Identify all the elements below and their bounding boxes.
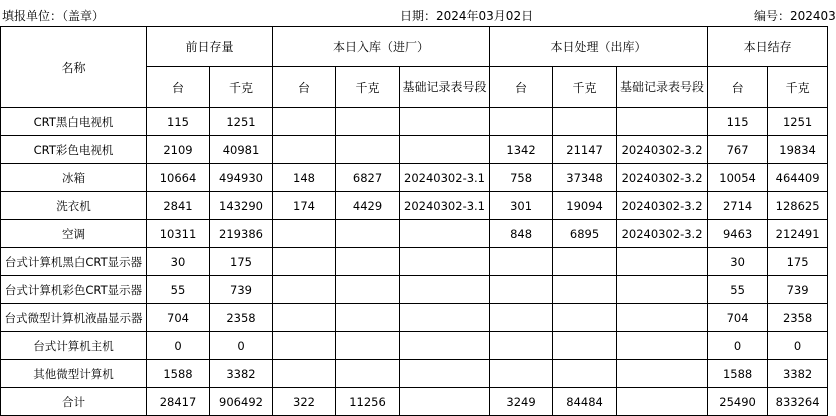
table-cell: 2109 — [147, 136, 210, 164]
table-cell: 20240302-3.2 — [617, 164, 708, 192]
total-row — [1, 388, 828, 416]
table-cell: 175 — [768, 248, 828, 276]
table-cell: 704 — [708, 304, 768, 332]
header-group-prev-stock: 前日存量 — [147, 27, 273, 67]
table-cell — [490, 304, 553, 332]
table-cell — [273, 332, 336, 360]
table-cell: 758 — [490, 164, 553, 192]
table-cell — [490, 276, 553, 304]
table-cell: 6895 — [553, 220, 617, 248]
table-cell: 739 — [768, 276, 828, 304]
table-cell — [336, 136, 400, 164]
table-cell: 494930 — [210, 164, 273, 192]
table-cell — [617, 108, 708, 136]
table-row — [1, 360, 828, 388]
table-cell — [553, 360, 617, 388]
table-cell: 2841 — [147, 192, 210, 220]
table-cell — [336, 360, 400, 388]
row-name-cell: 空调 — [1, 220, 147, 248]
table-cell: 37348 — [553, 164, 617, 192]
table-cell: 9463 — [708, 220, 768, 248]
table-cell — [273, 108, 336, 136]
table-row — [1, 332, 828, 360]
header-unit: 千克 — [210, 67, 273, 108]
table-cell — [400, 360, 490, 388]
header-unit: 台 — [147, 67, 210, 108]
table-cell — [273, 248, 336, 276]
table-cell — [336, 332, 400, 360]
table-cell: 1342 — [490, 136, 553, 164]
table-cell: 704 — [147, 304, 210, 332]
table-cell: 739 — [210, 276, 273, 304]
table-cell: 1251 — [768, 108, 828, 136]
table-cell — [336, 108, 400, 136]
table-cell: 143290 — [210, 192, 273, 220]
header-name: 名称 — [1, 27, 147, 108]
table-cell: 4429 — [336, 192, 400, 220]
table-cell — [553, 248, 617, 276]
table-cell — [490, 332, 553, 360]
table-cell — [273, 220, 336, 248]
table-cell — [553, 304, 617, 332]
header-unit: 台 — [273, 67, 336, 108]
table-cell: 2358 — [768, 304, 828, 332]
table-cell — [617, 360, 708, 388]
row-name-cell: 洗衣机 — [1, 192, 147, 220]
table-row — [1, 304, 828, 332]
row-name-cell: CRT黑白电视机 — [1, 108, 147, 136]
table-cell — [617, 276, 708, 304]
table-cell — [336, 220, 400, 248]
table-cell — [336, 304, 400, 332]
table-cell: 174 — [273, 192, 336, 220]
table-cell: 2358 — [210, 304, 273, 332]
header-group-processed: 本日处理（出库） — [490, 27, 708, 67]
table-cell: 1251 — [210, 108, 273, 136]
number-label: 编号：202403 — [754, 9, 836, 23]
table-cell: 301 — [490, 192, 553, 220]
table-cell: 40981 — [210, 136, 273, 164]
header-unit: 千克 — [768, 67, 828, 108]
header-unit: 千克 — [336, 67, 400, 108]
row-name-cell: 冰箱 — [1, 164, 147, 192]
table-cell — [617, 332, 708, 360]
header-unit: 千克 — [553, 67, 617, 108]
table-cell — [273, 136, 336, 164]
table-cell — [273, 276, 336, 304]
row-name-cell: 合计 — [1, 388, 147, 416]
table-cell: 833264 — [768, 388, 828, 416]
fill-unit-label: 填报单位：（盖章） — [2, 9, 105, 23]
row-name-cell: 台式微型计算机液晶显示器 — [1, 304, 147, 332]
inventory-table — [0, 26, 828, 416]
table-cell — [336, 248, 400, 276]
table-cell: 115 — [708, 108, 768, 136]
table-cell: 25490 — [708, 388, 768, 416]
table-cell — [400, 248, 490, 276]
table-cell: 21147 — [553, 136, 617, 164]
table-cell: 28417 — [147, 388, 210, 416]
table-cell — [490, 248, 553, 276]
table-cell: 0 — [210, 332, 273, 360]
table-cell — [400, 332, 490, 360]
table-cell: 84484 — [553, 388, 617, 416]
table-row — [1, 192, 828, 220]
header-unit: 台 — [708, 67, 768, 108]
table-cell — [400, 108, 490, 136]
table-cell: 11256 — [336, 388, 400, 416]
table-cell: 19094 — [553, 192, 617, 220]
header-group-inbound: 本日入库（进厂） — [273, 27, 490, 67]
table-cell: 148 — [273, 164, 336, 192]
row-name-cell: CRT彩色电视机 — [1, 136, 147, 164]
table-cell: 10664 — [147, 164, 210, 192]
table-row — [1, 136, 828, 164]
table-cell: 10311 — [147, 220, 210, 248]
table-cell: 128625 — [768, 192, 828, 220]
table-row — [1, 108, 828, 136]
table-cell: 55 — [708, 276, 768, 304]
table-cell: 219386 — [210, 220, 273, 248]
sheet-meta-bar — [0, 0, 836, 26]
table-cell — [400, 276, 490, 304]
table-cell: 0 — [768, 332, 828, 360]
table-row — [1, 248, 828, 276]
table-cell: 20240302-3.2 — [617, 220, 708, 248]
row-name-cell: 台式计算机彩色CRT显示器 — [1, 276, 147, 304]
table-row — [1, 164, 828, 192]
table-cell — [553, 276, 617, 304]
table-cell: 2714 — [708, 192, 768, 220]
table-cell: 322 — [273, 388, 336, 416]
table-cell: 3249 — [490, 388, 553, 416]
table-cell: 767 — [708, 136, 768, 164]
table-cell — [617, 388, 708, 416]
table-cell — [273, 360, 336, 388]
header-group-closing-stock: 本日结存 — [708, 27, 828, 67]
table-cell: 3382 — [210, 360, 273, 388]
header-unit: 基础记录表号段 — [617, 67, 708, 108]
row-name-cell: 台式计算机黑白CRT显示器 — [1, 248, 147, 276]
table-cell: 212491 — [768, 220, 828, 248]
table-cell: 3382 — [768, 360, 828, 388]
row-name-cell: 台式计算机主机 — [1, 332, 147, 360]
table-cell — [490, 360, 553, 388]
row-name-cell: 其他微型计算机 — [1, 360, 147, 388]
table-cell: 115 — [147, 108, 210, 136]
table-cell — [400, 304, 490, 332]
table-cell: 175 — [210, 248, 273, 276]
table-row — [1, 276, 828, 304]
date-label: 日期：2024年03月02日 — [400, 9, 534, 23]
header-unit: 基础记录表号段 — [400, 67, 490, 108]
table-cell — [490, 108, 553, 136]
table-cell — [617, 248, 708, 276]
table-cell: 6827 — [336, 164, 400, 192]
table-cell: 906492 — [210, 388, 273, 416]
header-unit: 台 — [490, 67, 553, 108]
table-cell — [400, 388, 490, 416]
table-cell: 30 — [708, 248, 768, 276]
table-cell: 848 — [490, 220, 553, 248]
table-cell: 30 — [147, 248, 210, 276]
table-cell — [553, 108, 617, 136]
table-cell: 20240302-3.2 — [617, 192, 708, 220]
table-cell: 20240302-3.1 — [400, 164, 490, 192]
table-cell — [336, 276, 400, 304]
table-cell: 464409 — [768, 164, 828, 192]
table-cell: 1588 — [708, 360, 768, 388]
table-cell — [400, 220, 490, 248]
table-cell: 19834 — [768, 136, 828, 164]
table-cell: 20240302-3.1 — [400, 192, 490, 220]
table-cell — [400, 136, 490, 164]
table-cell: 55 — [147, 276, 210, 304]
table-cell — [617, 304, 708, 332]
table-row — [1, 220, 828, 248]
table-cell — [553, 332, 617, 360]
table-cell: 0 — [147, 332, 210, 360]
table-cell: 20240302-3.2 — [617, 136, 708, 164]
table-cell: 0 — [708, 332, 768, 360]
table-cell — [273, 304, 336, 332]
table-cell: 1588 — [147, 360, 210, 388]
table-cell: 10054 — [708, 164, 768, 192]
